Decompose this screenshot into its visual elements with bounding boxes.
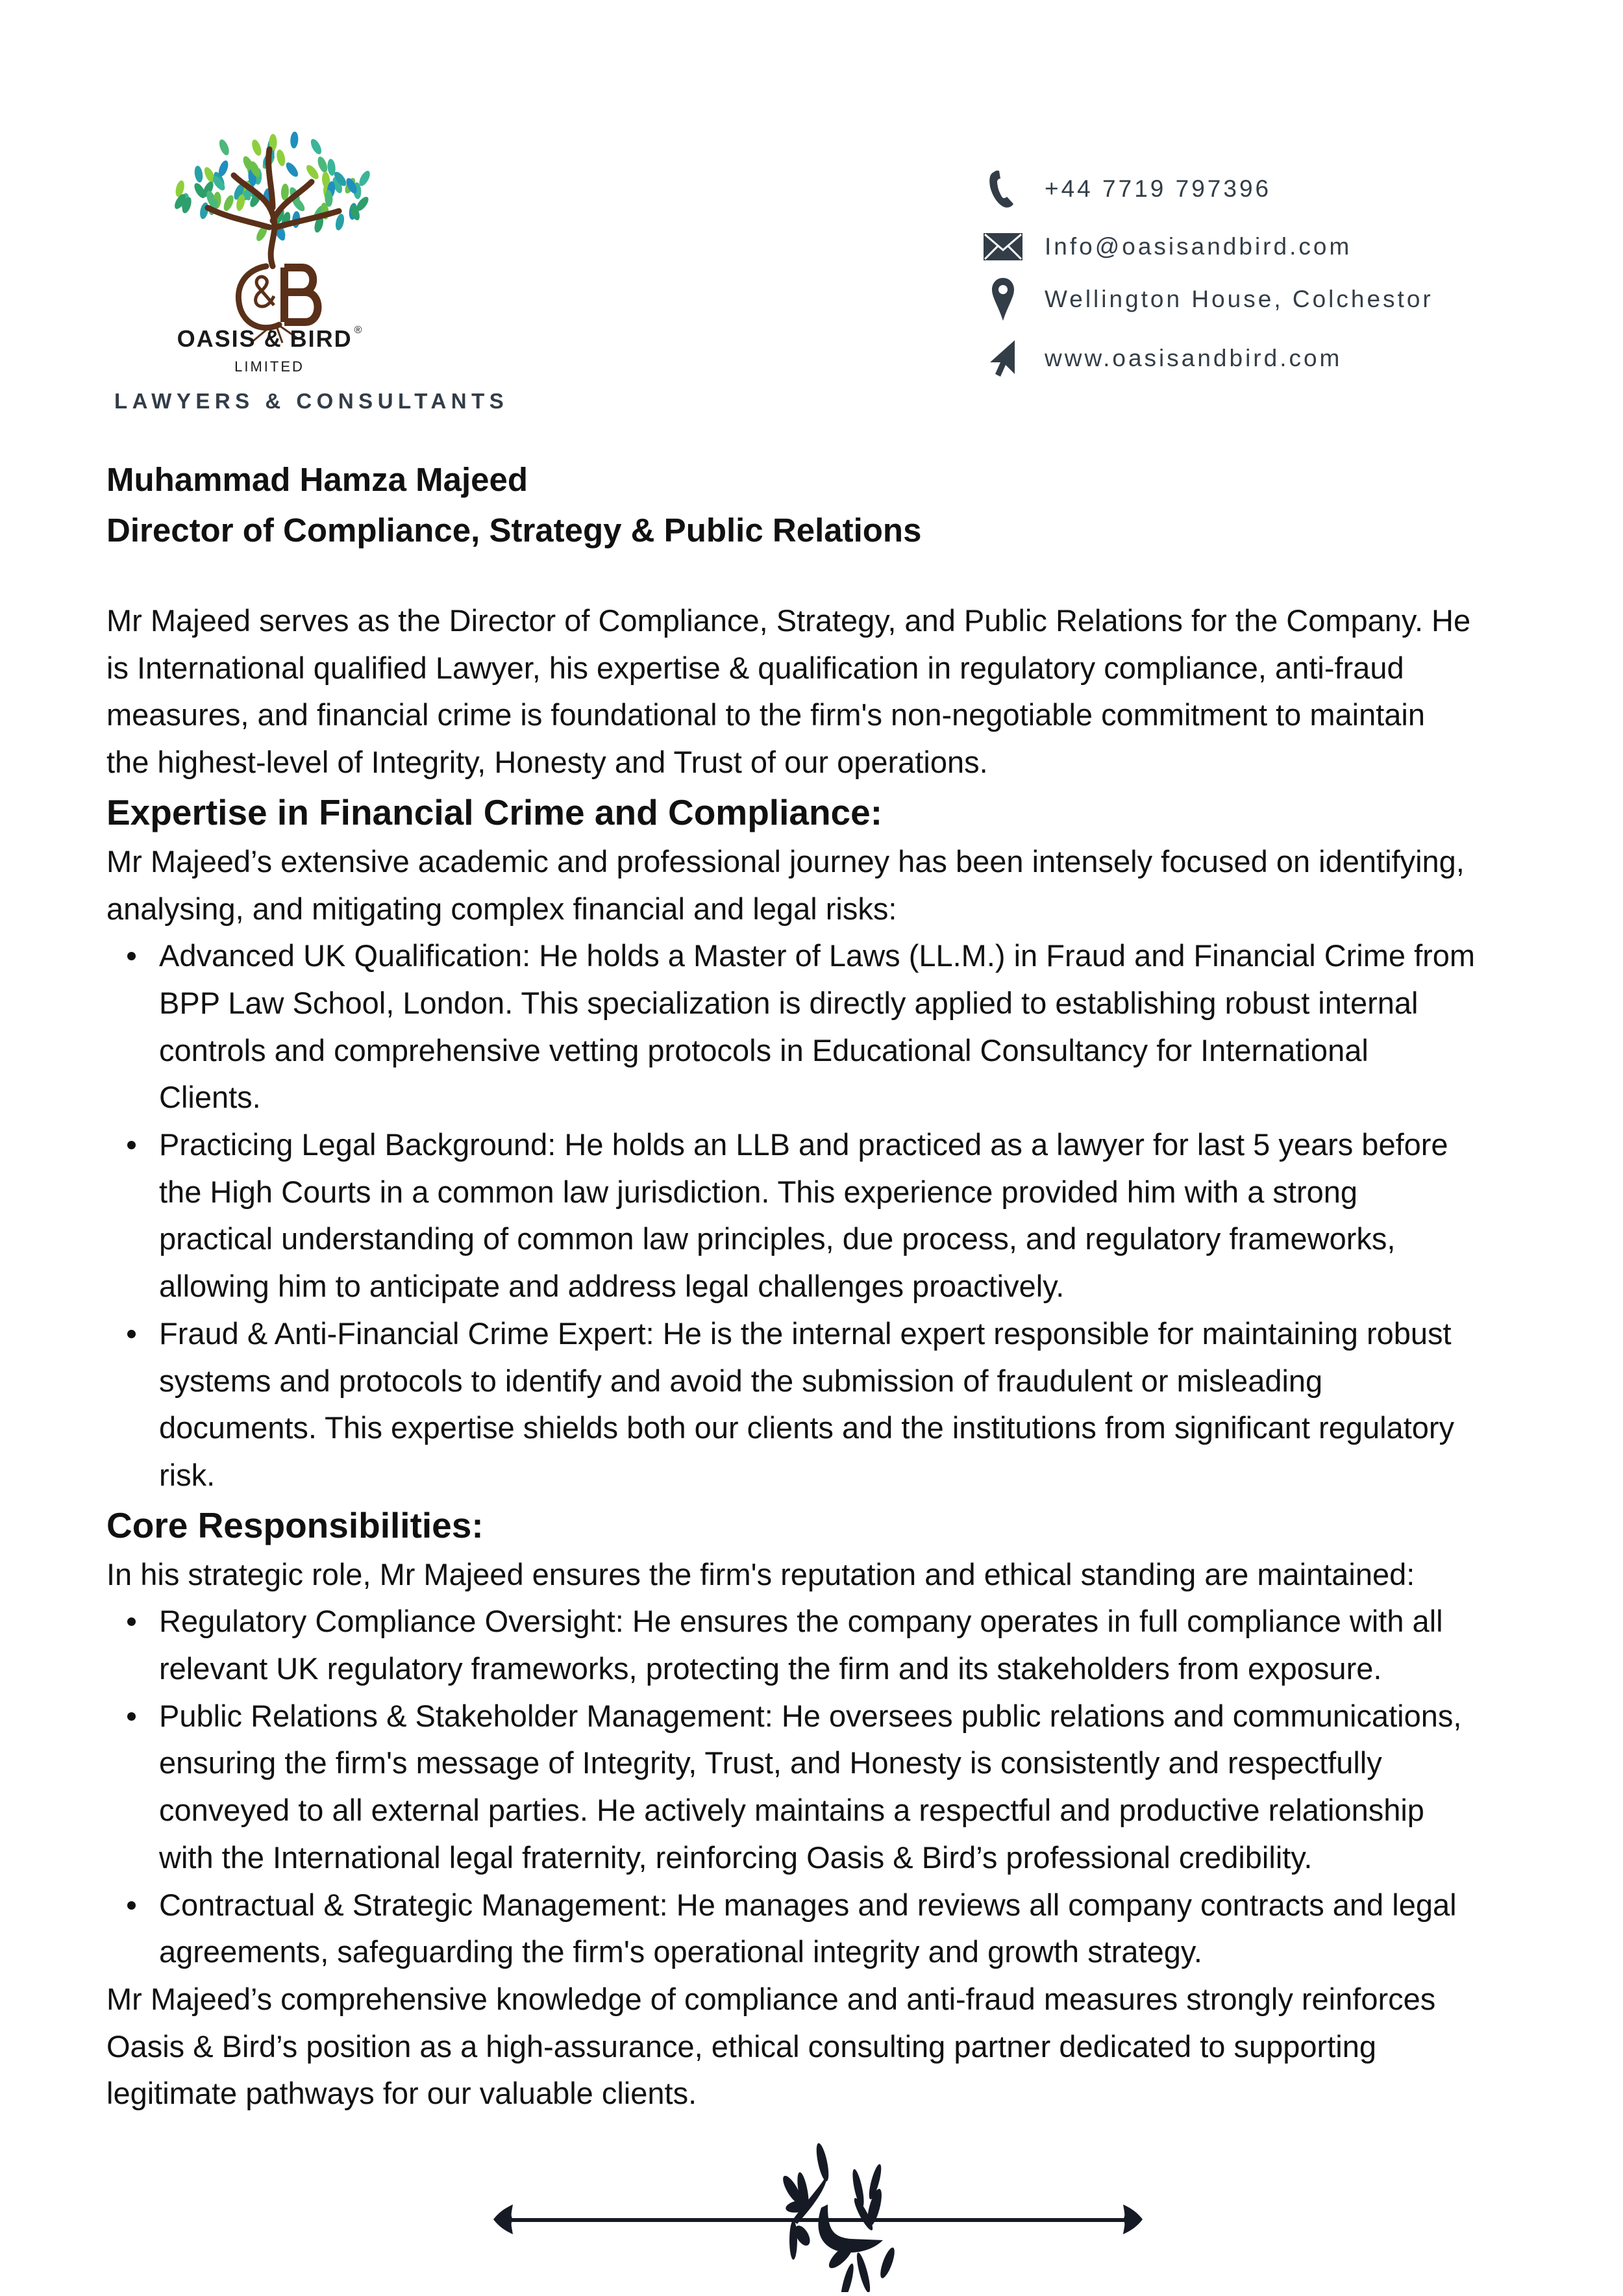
registered-mark: ® bbox=[354, 325, 362, 336]
text-line: measures, and financial crime is foundational to the firm's non-negotiable commitment to maintain bbox=[106, 697, 1425, 732]
leaf-mark bbox=[316, 155, 330, 174]
leaf-mark bbox=[290, 131, 299, 149]
text-line: with the International legal fraternity, reinforcing Oasis & Bird’s professional credibility. bbox=[159, 1840, 1313, 1875]
list-item bbox=[106, 1693, 1587, 1882]
bullet-icon bbox=[127, 1712, 136, 1721]
list-item bbox=[106, 1121, 1587, 1310]
envelope-icon bbox=[984, 227, 1022, 266]
text-line: Practicing Legal Background: He holds an LLB and practiced as a lawyer for last 5 years before bbox=[159, 1127, 1448, 1162]
leaf-mark bbox=[334, 213, 346, 231]
text-line: Mr Majeed serves as the Director of Compliance, Strategy, and Public Relations for the Company. He bbox=[106, 603, 1471, 638]
text-line: Oasis & Bird’s position as a high-assurance, ethical consulting partner dedicated to supporting bbox=[106, 2028, 1376, 2064]
cursor-arrow-icon bbox=[984, 339, 1022, 378]
brand-name-row bbox=[156, 325, 383, 353]
contact-phone[interactable] bbox=[984, 169, 1271, 208]
text-line: In his strategic role, Mr Majeed ensures the firm's reputation and ethical standing are maintained: bbox=[106, 1556, 1415, 1591]
leaf-mark bbox=[284, 160, 300, 179]
phone-icon bbox=[984, 169, 1022, 208]
text-line: Mr Majeed’s extensive academic and professional journey has been intensely focused on identifying, bbox=[106, 843, 1465, 879]
text-line: conveyed to all external parties. He actively maintains a respectful and productive relationship bbox=[159, 1793, 1424, 1828]
text-line: BPP Law School, London. This specialization is directly applied to establishing robust internal bbox=[159, 985, 1419, 1020]
text-line: Advanced UK Qualification: He holds a Master of Laws (LL.M.) in Fraud and Financial Crime from bbox=[159, 938, 1476, 973]
expertise-lead bbox=[106, 838, 1587, 932]
expertise-heading: Expertise in Financial Crime and Compliance: bbox=[106, 792, 883, 832]
leaf-mark bbox=[250, 138, 263, 156]
text-line: legitimate pathways for our valuable clients. bbox=[106, 2076, 697, 2111]
bullet-icon bbox=[127, 1330, 136, 1338]
contact-address-text: Wellington House, Colchestor bbox=[1045, 286, 1433, 312]
leaf-mark bbox=[309, 137, 324, 156]
brand-name: OASIS & BIRD bbox=[177, 325, 353, 352]
text-line: relevant UK regulatory frameworks, protecting the firm and its stakeholders from exposure. bbox=[159, 1651, 1382, 1686]
text-line: the High Courts in a common law jurisdiction. This experience provided him with a strong bbox=[159, 1174, 1358, 1209]
text-line: Regulatory Compliance Oversight: He ensures the company operates in full compliance with all bbox=[159, 1604, 1443, 1639]
leaf-mark bbox=[217, 138, 231, 157]
map-pin-icon bbox=[984, 280, 1022, 319]
tagline: LAWYERS & CONSULTANTS bbox=[114, 389, 509, 413]
responsibilities-heading: Core Responsibilities: bbox=[106, 1504, 484, 1545]
text-line: Mr Majeed’s comprehensive knowledge of compliance and anti-fraud measures strongly reinforces bbox=[106, 1981, 1436, 2016]
bullet-icon bbox=[127, 1617, 136, 1626]
contact-website[interactable] bbox=[984, 339, 1342, 378]
text-line: agreements, safeguarding the firm's operational integrity and growth strategy. bbox=[159, 1934, 1202, 1969]
leaf-mark bbox=[222, 193, 236, 212]
profile-name: Muhammad Hamza Majeed bbox=[106, 461, 528, 498]
text-line: practical understanding of common law principles, due process, and regulatory frameworks, bbox=[159, 1221, 1396, 1256]
list-item bbox=[106, 1598, 1587, 1692]
responsibilities-lead bbox=[106, 1551, 1587, 1599]
text-line: Contractual & Strategic Management: He manages and reviews all company contracts and legal bbox=[159, 1887, 1457, 1922]
text-line: Public Relations & Stakeholder Management: He oversees public relations and communications, bbox=[159, 1698, 1462, 1733]
expertise-list bbox=[106, 932, 1587, 1499]
profile-title: Director of Compliance, Strategy & Public Relations bbox=[106, 512, 922, 549]
monogram-b-mark bbox=[284, 268, 318, 322]
text-line: allowing him to anticipate and address legal challenges proactively. bbox=[159, 1269, 1065, 1304]
profile-document bbox=[106, 455, 1587, 2117]
contact-address[interactable] bbox=[984, 280, 1433, 319]
leaf-mark bbox=[193, 165, 204, 183]
bullet-icon bbox=[127, 1141, 136, 1149]
contact-website-text: www.oasisandbird.com bbox=[1045, 345, 1343, 371]
brand-limited: LIMITED bbox=[234, 358, 304, 375]
floral-divider-ornament bbox=[487, 2143, 1149, 2292]
text-line: Fraud & Anti-Financial Crime Expert: He is the internal expert responsible for maintaining robust bbox=[159, 1316, 1452, 1351]
contact-email-text: Info@oasisandbird.com bbox=[1045, 233, 1352, 260]
bullet-icon bbox=[127, 952, 136, 960]
text-line: risk. bbox=[159, 1457, 216, 1492]
list-item bbox=[106, 1310, 1587, 1499]
list-item bbox=[106, 932, 1587, 1121]
responsibilities-list bbox=[106, 1598, 1587, 1976]
text-line: analysing, and mitigating complex financial and legal risks: bbox=[106, 891, 897, 926]
list-item bbox=[106, 1882, 1587, 1976]
text-line: the highest-level of Integrity, Honesty and Trust of our operations. bbox=[106, 745, 988, 780]
leaf-mark bbox=[275, 149, 286, 167]
text-line: is International qualified Lawyer, his expertise & qualification in regulatory compliance, anti-fraud bbox=[106, 650, 1404, 685]
contact-email[interactable] bbox=[984, 227, 1352, 266]
text-line: ensuring the firm's message of Integrity, Trust, and Honesty is consistently and respectfully bbox=[159, 1745, 1382, 1780]
monogram-ampersand-mark bbox=[256, 277, 274, 306]
intro-paragraph bbox=[106, 597, 1587, 786]
bullet-icon bbox=[127, 1901, 136, 1910]
text-line: systems and protocols to identify and avoid the submission of fraudulent or misleading bbox=[159, 1363, 1323, 1398]
oasis-bird-tree-logo bbox=[169, 130, 377, 344]
closing-paragraph bbox=[106, 1976, 1587, 2117]
text-line: Clients. bbox=[159, 1080, 261, 1115]
text-line: controls and comprehensive vetting protocols in Educational Consultancy for International bbox=[159, 1032, 1369, 1067]
text-line: documents. This expertise shields both our clients and the institutions from significant regulatory bbox=[159, 1410, 1455, 1445]
leaf-mark bbox=[304, 163, 321, 181]
contact-phone-text: +44 7719 797396 bbox=[1045, 175, 1272, 202]
